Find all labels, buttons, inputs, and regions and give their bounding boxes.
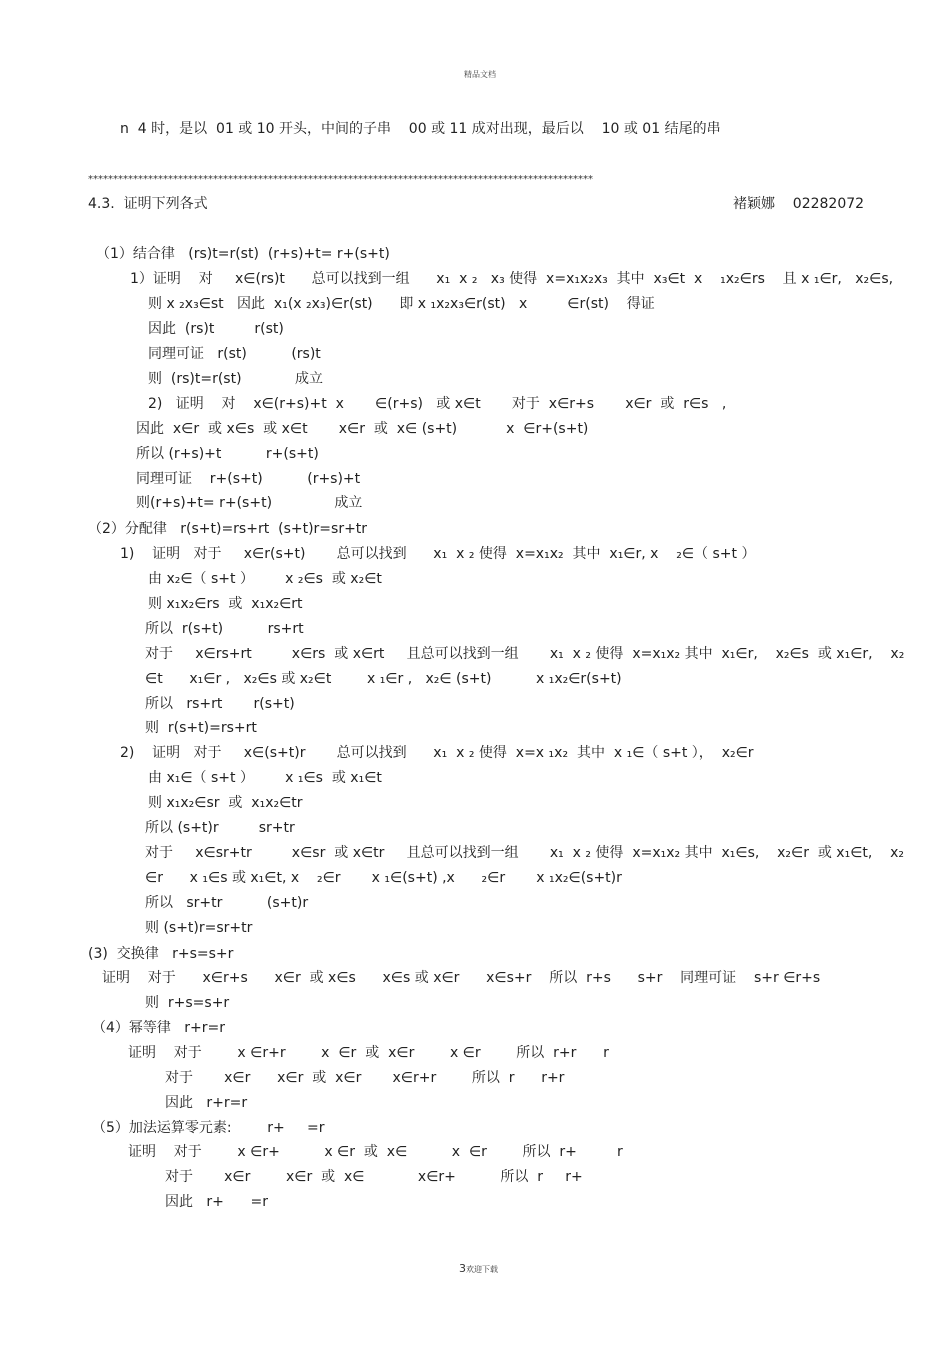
text-line: 所以 sr+tr (s+t)r xyxy=(145,895,309,911)
footer-text: 欢迎下载 xyxy=(466,1265,498,1274)
page-footer xyxy=(459,1260,498,1279)
text-line: 所以 rs+rt r(s+t) xyxy=(145,696,295,712)
text-line: 因此 r+ =r xyxy=(165,1194,269,1210)
text-line: 则 r(s+t)=rs+rt xyxy=(145,720,257,736)
text-line: 1）证明 对 x∈(rs)t 总可以找到一组 x₁ x ₂ x₃ 使得 x=x₁x₂x₃ 其中 x₃∈t x ₁x₂∈rs 且 x ₁∈r, x₂∈s, xyxy=(130,271,894,287)
text-line: 2) 证明 对 x∈(r+s)+t x ∈(r+s) 或 x∈t 对于 x∈r+s x∈r 或 r∈s , xyxy=(148,396,727,412)
text-line: 证明 对于 x∈r+s x∈r 或 x∈s x∈s 或 x∈r x∈s+r 所以 r+s s+r 同理可证 s+r ∈r+s xyxy=(102,970,821,986)
text-line: 证明 对于 x ∈r+ x ∈r 或 x∈ x ∈r 所以 r+ r xyxy=(128,1144,623,1160)
intro-line: n 4 时，是以 01 或 10 开头，中间的子串 00 或 11 成对出现，最后以 10 或 01 结尾的串 xyxy=(120,121,721,137)
text-line: 则 x ₂x₃∈st 因此 x₁(x ₂x₃)∈r(st) 即 x ₁x₂x₃∈r(st) x ∈r(st) 得证 xyxy=(148,296,655,312)
text-line: （2）分配律 r(s+t)=rs+rt (s+t)r=sr+tr xyxy=(88,521,368,537)
text-line: ∈t x₁∈r , x₂∈s 或 x₂∈t x ₁∈r , x₂∈ (s+t) x ₁x₂∈r(s+t) xyxy=(145,671,622,687)
text-line: （4）幂等律 r+r=r xyxy=(92,1020,225,1036)
text-line: 所以 (s+t)r sr+tr xyxy=(145,820,295,836)
text-line: 则 r+s=s+r xyxy=(145,995,230,1011)
text-line: 则 (rs)t=r(st) 成立 xyxy=(148,371,323,387)
text-line: 则(r+s)+t= r+(s+t) 成立 xyxy=(136,495,363,511)
text-line: （5）加法运算零元素: r+ =r xyxy=(92,1120,325,1136)
text-line: 同理可证 r(st) (rs)t xyxy=(148,346,321,362)
text-line: 对于 x∈rs+rt x∈rs 或 x∈rt 且总可以找到一组 x₁ x ₂ 使得 x=x₁x₂ 其中 x₁∈r, x₂∈s 或 x₁∈r, x₂ xyxy=(145,646,905,662)
text-line: ∈r x ₁∈s 或 x₁∈t, x ₂∈r x ₁∈(s+t) ,x ₂∈r x ₁x₂∈(s+t)r xyxy=(145,870,622,886)
text-line: 则 x₁x₂∈rs 或 x₁x₂∈rt xyxy=(148,596,303,612)
text-line: （1）结合律 (rs)t=r(st) (r+s)+t= r+(s+t) xyxy=(96,246,390,262)
text-line: 证明 对于 x ∈r+r x ∈r 或 x∈r x ∈r 所以 r+r r xyxy=(128,1045,609,1061)
text-line: (3) 交换律 r+s=s+r xyxy=(88,946,234,962)
text-line: 则 x₁x₂∈sr 或 x₁x₂∈tr xyxy=(148,795,303,811)
text-line: 2) 证明 对于 x∈(s+t)r 总可以找到 x₁ x ₂ 使得 x=x ₁x₂ 其中 x ₁∈（ s+t ）， x₂∈r xyxy=(120,745,754,761)
page-header: 精品文档 xyxy=(464,70,496,79)
text-line: 则 (s+t)r=sr+tr xyxy=(145,920,253,936)
text-line: 对于 x∈sr+tr x∈sr 或 x∈tr 且总可以找到一组 x₁ x ₂ 使得 x=x₁x₂ 其中 x₁∈s, x₂∈r 或 x₁∈t, x₂ xyxy=(145,845,905,861)
author-line: 褚颖娜 02282072 xyxy=(733,196,865,212)
page-number: 3 xyxy=(459,1262,466,1275)
text-line: 同理可证 r+(s+t) (r+s)+t xyxy=(136,471,361,487)
separator-line: ***************************************************************************************************** xyxy=(88,174,593,185)
text-line: 由 x₂∈（ s+t ） x ₂∈s 或 x₂∈t xyxy=(148,571,382,587)
text-line: 因此 r+r=r xyxy=(165,1095,248,1111)
text-line: 所以 (r+s)+t r+(s+t) xyxy=(136,446,319,462)
section-title: 4.3. 证明下列各式 xyxy=(88,196,208,212)
text-line: 对于 x∈r x∈r 或 x∈ x∈r+ 所以 r r+ xyxy=(165,1169,583,1185)
text-line: 对于 x∈r x∈r 或 x∈r x∈r+r 所以 r r+r xyxy=(165,1070,565,1086)
text-line: 因此 (rs)t r(st) xyxy=(148,321,284,337)
text-line: 因此 x∈r 或 x∈s 或 x∈t x∈r 或 x∈ (s+t) x ∈r+(s+t) xyxy=(136,421,589,437)
text-line: 由 x₁∈（ s+t ） x ₁∈s 或 x₁∈t xyxy=(148,770,382,786)
text-line: 1) 证明 对于 x∈r(s+t) 总可以找到 x₁ x ₂ 使得 x=x₁x₂ 其中 x₁∈r, x ₂∈（ s+t ） xyxy=(120,546,756,562)
text-line: 所以 r(s+t) rs+rt xyxy=(145,621,304,637)
